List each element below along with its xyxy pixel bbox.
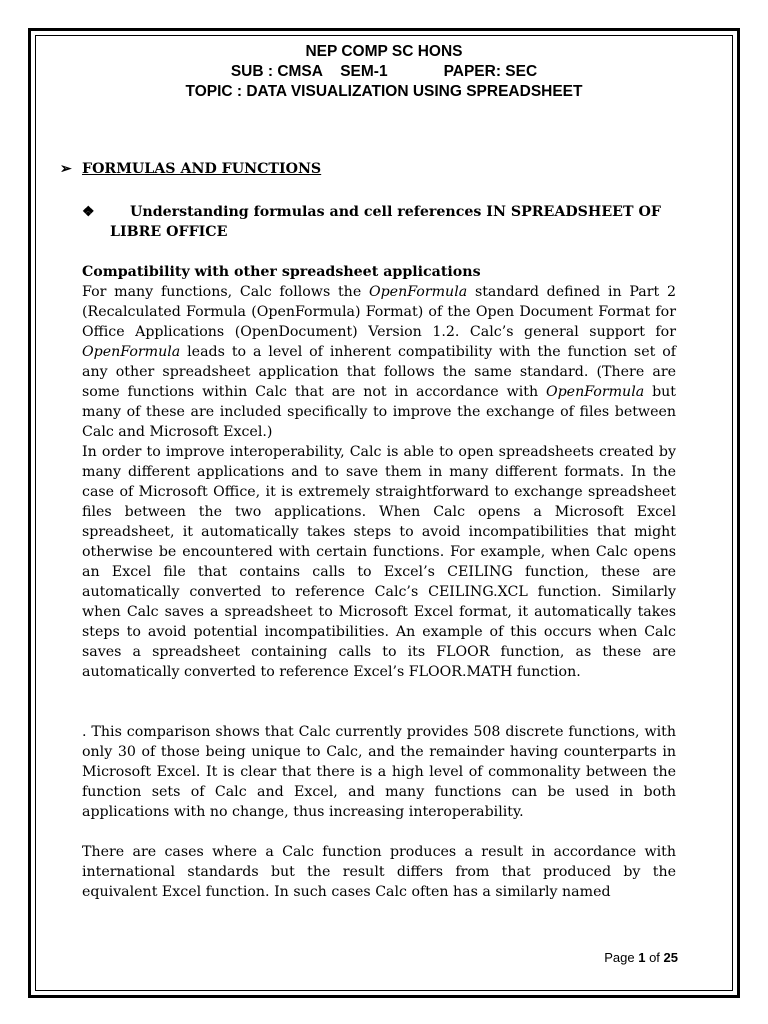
paragraph-title: Compatibility with other spreadsheet applications — [82, 264, 481, 280]
header-semester: SEM-1 — [340, 63, 388, 80]
section-heading-text: FORMULAS AND FUNCTIONS — [82, 161, 322, 177]
arrow-bullet-icon: ➢ — [60, 161, 72, 177]
p1-text-a: For many functions, Calc follows the — [82, 284, 369, 300]
header-paper: PAPER: SEC — [443, 63, 538, 80]
subsection-heading-line2: LIBRE OFFICE — [110, 224, 228, 240]
p1-text-b: standard defined in Part 2 (Recalculated Formula (OpenFormula) Format) of the Open Document Format for Office Applications (OpenDocument) Version 1.2. Calc’s general support for — [82, 284, 677, 340]
header-course: NEP COMP SC HONS — [305, 43, 463, 60]
p1-italic-c: OpenFormula — [545, 384, 645, 400]
header-subject-line — [0, 63, 768, 81]
subsection-heading — [82, 202, 682, 242]
paragraph-3: . This comparison shows that Calc currently provides 508 discrete functions, with only 30 of those being unique to Calc, and the remainder having counterparts in Microsoft Excel. It is clear that there is a high level of commonality between the function sets of Calc and Excel, and many functions can be used in both applications with no change, thus increasing interoperability. — [82, 724, 676, 820]
p1-text-d: but many of these are included specifically to improve the exchange of files between Calc and Microsoft Excel.) — [82, 384, 676, 440]
paragraph-2: In order to improve interoperability, Calc is able to open spreadsheets created by many different applications and to save them in many different formats. In the case of Microsoft Office, it is extremely straightforward to exchange spreadsheet files between the two applications. When Calc opens a Microsoft Excel spreadsheet, it automatically takes steps to avoid incompatibilities that might otherwise be encountered with certain functions. For example, when Calc opens an Excel file that contains calls to Excel’s CEILING function, these are automatically converted to reference Calc’s CEILING.XCL function. Similarly when Calc saves a spreadsheet to Microsoft Excel format, it automatically takes steps to avoid potential incompatibilities. An example of this occurs when Calc saves a spreadsheet containing calls to its FLOOR function, as these are automatically converted to reference Excel’s FLOOR.MATH function. — [82, 444, 676, 680]
footer-page-word: Page — [604, 950, 635, 965]
footer-current-page: 1 — [638, 950, 646, 965]
p1-text-c: leads to a level of inherent compatibility with the function set of any other spreadsheet application that follows the same standard. (There are some functions within Calc that are not in accordance with — [82, 344, 676, 400]
header-subject: SUB : CMSA — [230, 63, 323, 80]
paragraph-1 — [82, 282, 676, 442]
paragraph-4: There are cases where a Calc function produces a result in accordance with international standards but the result differs from that produced by the equivalent Excel function. In such cases Calc often has a similarly named — [82, 844, 676, 900]
footer-of-word: of — [649, 950, 660, 965]
header-topic: TOPIC : DATA VISUALIZATION USING SPREADSHEET — [185, 83, 583, 100]
subsection-heading-line1: Understanding formulas and cell references IN SPREADSHEET OF — [130, 204, 661, 220]
section-heading — [60, 161, 321, 177]
footer-total-pages: 25 — [663, 950, 678, 965]
page-footer — [604, 950, 678, 965]
diamond-bullet-icon: ❖ — [82, 204, 95, 220]
p1-italic-a: OpenFormula — [368, 284, 468, 300]
p1-italic-b: OpenFormula — [82, 344, 181, 360]
